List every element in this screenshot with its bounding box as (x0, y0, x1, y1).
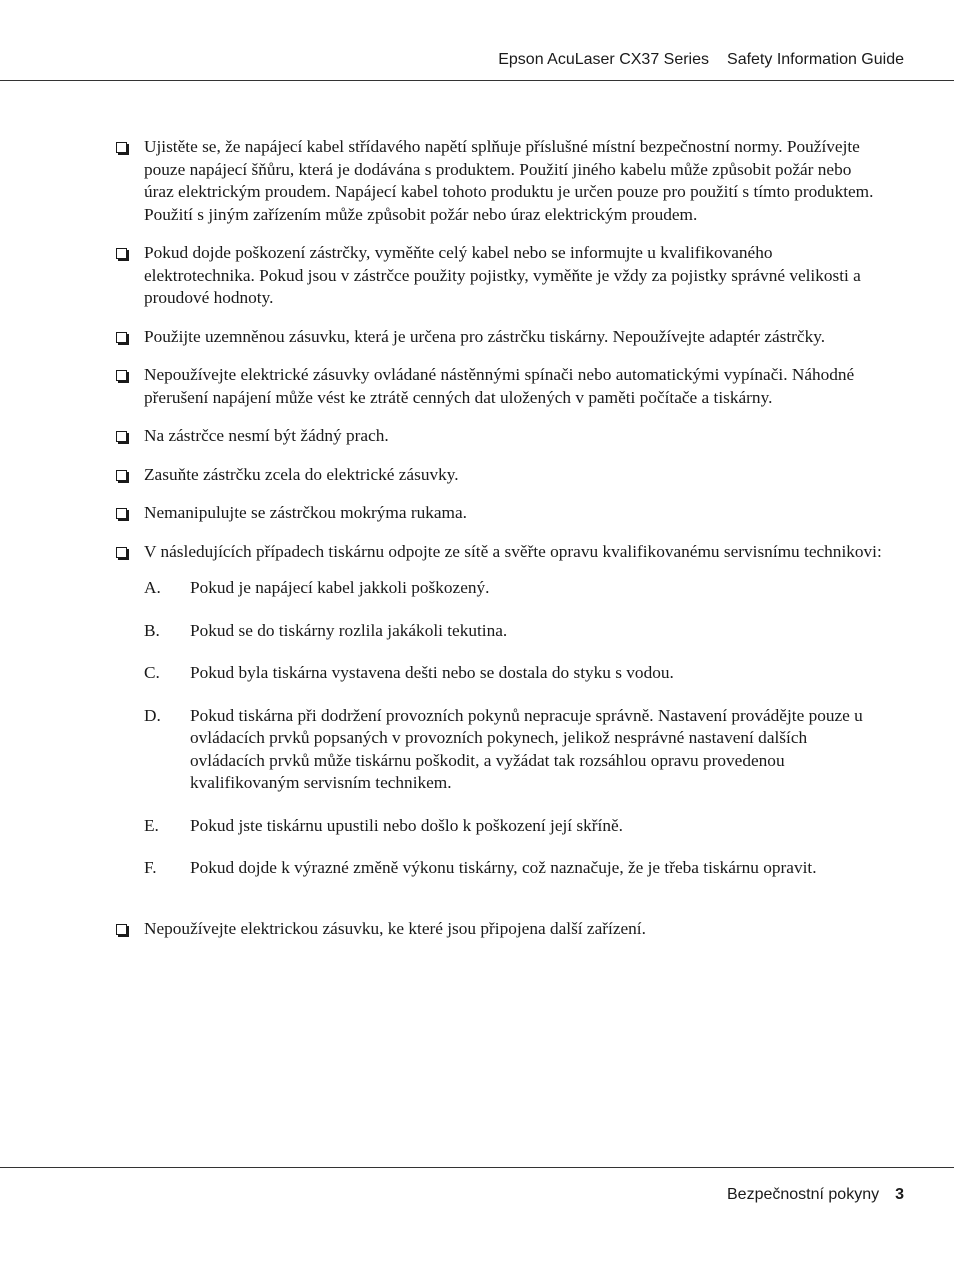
list-item-text: V následujících případech tiskárnu odpojte ze sítě a svěřte opravu kvalifikovanému servisnímu technikovi: (144, 541, 882, 561)
checkbox-bullet-icon (116, 547, 127, 558)
list-item-text: Pokud dojde poškození zástrčky, vyměňte celý kabel nebo se informujte u kvalifikovaného elektrotechnika. Pokud jsou v zástrčce použity pojistky, vyměňte je vždy za pojistky správné velikosti a proudové hodnoty. (144, 243, 861, 307)
checkbox-bullet-icon (116, 370, 127, 381)
checkbox-bullet-icon (116, 248, 127, 259)
list-item-text: Ujistěte se, že napájecí kabel střídavého napětí splňuje příslušné místní bezpečnostní normy. Používejte pouze napájecí šňůru, která je dodávána s produktem. Použití jiného kabelu může způsobit požár nebo úraz elektrickým proudem. Napájecí kabel tohoto produktu je určen pouze pro použití s tímto produktem. Použití s jiným zařízením může způsobit požár nebo úraz elektrickým proudem. (144, 137, 874, 224)
list-item-text: Nemanipulujte se zástrčkou mokrýma rukama. (144, 503, 467, 522)
lettered-sublist (144, 577, 884, 880)
list-item-text: Zasuňte zástrčku zcela do elektrické zásuvky. (144, 464, 459, 484)
sublist-letter: B. (144, 620, 160, 640)
list-item-text: Použijte uzemněnou zásuvku, která je určena pro zástrčku tiskárny. Nepoužívejte adaptér zástrčky. (144, 326, 826, 346)
sublist-letter: D. (144, 705, 161, 725)
page-number: 3 (895, 1186, 904, 1203)
page-header (0, 0, 954, 81)
list-item-text: Nepoužívejte elektrickou zásuvku, ke které jsou připojena další zařízení. (144, 918, 646, 938)
sublist-letter: F. (144, 858, 157, 877)
footer-section: Bezpečnostní pokyny (727, 1186, 880, 1203)
sublist-item (144, 815, 884, 838)
sublist-item (144, 857, 884, 880)
sublist-letter: A. (144, 578, 161, 597)
list-item-text: Nepoužívejte elektrické zásuvky ovládané nástěnnými spínači nebo automatickými vypínači. Náhodné přerušení napájení může vést ke ztrátě cenných dat uložených v paměti počítače a tiskárny. (144, 365, 855, 407)
sublist-text: Pokud tiskárna při dodržení provozních pokynů nepracuje správně. Nastavení provádějte pouze u ovládacích prvků popsaných v provozních pokynech, jelikož nesprávné nastavení dalších ovládacích prvků může tiskárnu poškodit, a vyžádat tak rozsáhlou opravu provedenou kvalifikovaným servisním technikem. (190, 705, 863, 792)
list-item (114, 364, 884, 409)
list-item (114, 464, 884, 487)
checkbox-bullet-icon (116, 431, 127, 442)
sublist-text: Pokud dojde k výrazné změně výkonu tiskárny, což naznačuje, že je třeba tiskárnu opravit. (190, 858, 817, 877)
sublist-item (144, 577, 884, 600)
checkbox-bullet-icon (116, 924, 127, 935)
sublist-letter: E. (144, 815, 159, 835)
list-item-text: Na zástrčce nesmí být žádný prach. (144, 426, 389, 445)
checkbox-bullet-icon (116, 142, 127, 153)
header-text (498, 51, 904, 69)
checkbox-bullet-icon (116, 508, 127, 519)
header-product: Epson AcuLaser CX37 Series (498, 51, 710, 68)
list-item (114, 918, 884, 941)
checkbox-bullet-icon (116, 332, 127, 343)
sublist-text: Pokud byla tiskárna vystavena dešti nebo se dostala do styku s vodou. (190, 663, 674, 682)
sublist-item (144, 705, 884, 795)
page-footer (727, 1186, 904, 1204)
list-item (114, 326, 884, 349)
sublist-text: Pokud jste tiskárnu upustili nebo došlo k poškození její skříně. (190, 815, 623, 835)
list-item (114, 136, 884, 226)
sublist-letter: C. (144, 663, 160, 682)
list-item (114, 541, 884, 880)
list-item (114, 425, 884, 448)
checkbox-bullet-icon (116, 470, 127, 481)
header-guide: Safety Information Guide (727, 51, 904, 68)
list-item (114, 242, 884, 310)
sublist-text: Pokud je napájecí kabel jakkoli poškozený. (190, 578, 490, 597)
sublist-item (144, 620, 884, 643)
list-item (114, 502, 884, 525)
sublist-text: Pokud se do tiskárny rozlila jakákoli tekutina. (190, 620, 508, 640)
footer-divider (0, 1167, 954, 1168)
sublist-item (144, 662, 884, 685)
page-content (114, 136, 884, 956)
